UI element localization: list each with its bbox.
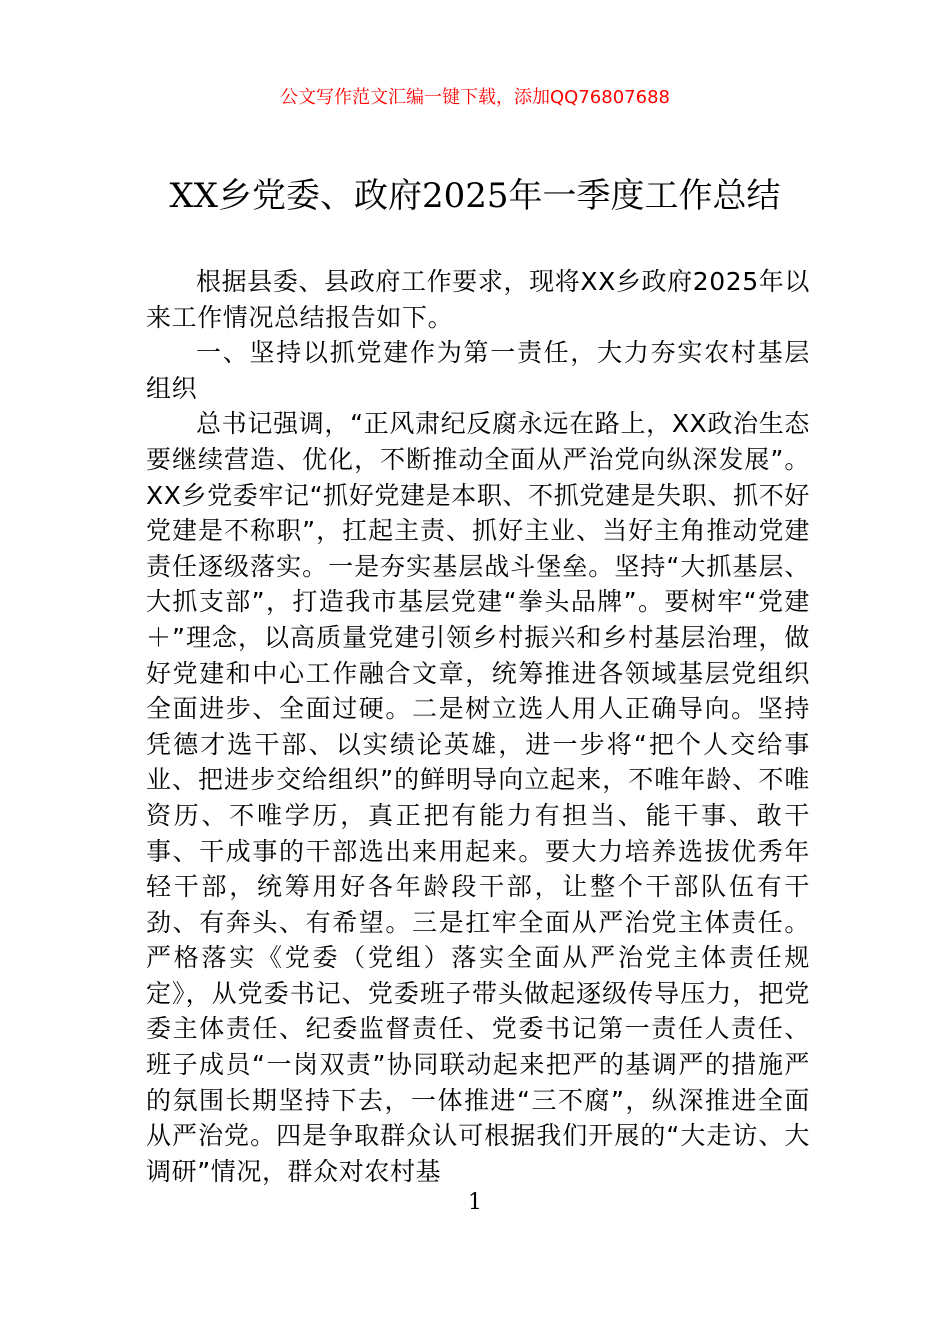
intro-paragraph: 根据县委、县政府工作要求，现将XX乡政府2025年以来工作情况总结报告如下。: [146, 267, 810, 332]
document-body: [146, 264, 810, 1189]
header-download-note: 公文写作范文汇编一键下载，添加QQ76807688: [280, 87, 670, 108]
section-heading-1: 一、坚持以抓党建作为第一责任，大力夯实农村基层组织: [146, 338, 810, 403]
page-number: 1: [468, 1190, 482, 1215]
document-title: XX乡党委、政府2025年一季度工作总结: [169, 176, 781, 216]
section-body-paragraph: 总书记强调，“正风肃纪反腐永远在路上，XX政治生态要继续营造、优化，不断推动全面从严治党向纵深发展”。XX乡党委牢记“抓好党建是本职、不抓党建是失职、抓不好党建是不称职”，扛起主责、抓好主业、当好主角推动党建责任逐级落实。一是夯实基层战斗堡垒。坚持“大抓基层、大抓支部”，打造我市基层党建“拳头品牌”。要树牢“党建＋”理念，以高质量党建引领乡村振兴和乡村基层治理，做好党建和中心工作融合文章，统筹推进各领域基层党组织全面进步、全面过硬。二是树立选人用人正确导向。坚持凭德才选干部、以实绩论英雄，进一步将“把个人交给事业、把进步交给组织”的鲜明导向立起来，不唯年龄、不唯资历、不唯学历，真正把有能力有担当、能干事、敢干事、干成事的干部选出来用起来。要大力培养选拔优秀年轻干部，统筹用好各年龄段干部，让整个干部队伍有干劲、有奔头、有希望。三是扛牢全面从严治党主体责任。严格落实《党委（党组）落实全面从严治党主体责任规定》，从党委书记、党委班子带头做起逐级传导压力，把党委主体责任、纪委监督责任、党委书记第一责任人责任、班子成员“一岗双责”协同联动起来把严的基调严的措施严的氛围长期坚持下去，一体推进“三不腐”，纵深推进全面从严治党。四是争取群众认可根据我们开展的“大走访、大调研”情况，群众对农村基: [146, 409, 810, 1186]
